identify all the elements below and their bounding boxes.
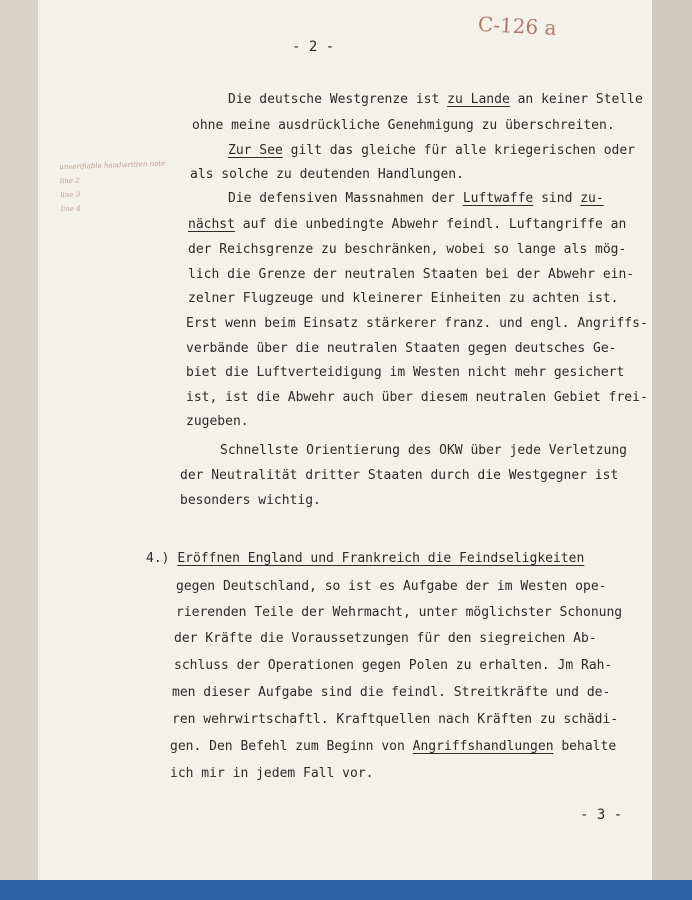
line-text: zugeben.	[186, 414, 249, 429]
document-line	[192, 119, 615, 132]
line-text: sind	[533, 191, 581, 206]
line-text: ich mir in jedem Fall vor.	[170, 766, 374, 781]
line-text: ist, ist die Abwehr auch über diesem neutralen Gebiet frei-	[186, 390, 648, 405]
document-line	[146, 552, 584, 565]
document-line	[228, 192, 604, 205]
underlined-text: nächst	[188, 217, 235, 232]
document-line	[176, 606, 622, 619]
line-text: Schnellste Orientierung des OKW über jede Verletzung	[220, 443, 627, 458]
underlined-text: Angriffshandlungen	[412, 739, 554, 754]
next-page-number: - 3 -	[580, 807, 623, 823]
line-text: biet die Luftverteidigung im Westen nicht mehr gesichert	[186, 365, 625, 380]
document-line	[228, 144, 635, 157]
document-line	[170, 740, 616, 753]
document-line	[186, 342, 616, 355]
line-text: ohne meine ausdrückliche Genehmigung zu überschreiten.	[192, 118, 615, 133]
line-text: der Neutralität dritter Staaten durch die Westgegner ist	[180, 468, 619, 483]
line-text: Die defensiven Massnahmen der	[228, 191, 463, 206]
underlined-text: zu-	[580, 191, 604, 206]
document-line	[170, 767, 374, 780]
document-line	[188, 268, 634, 281]
line-text: zelner Flugzeuge und kleinerer Einheiten zu achten ist.	[188, 291, 619, 306]
line-text: ren wehrwirtschaftl. Kraftquellen nach Kräften zu schädi-	[172, 712, 619, 727]
line-text: der Reichsgrenze zu beschränken, wobei so lange als mög-	[188, 242, 627, 257]
document-line	[180, 469, 618, 482]
document-line	[188, 243, 626, 256]
line-text: auf die unbedingte Abwehr feindl. Luftangriffe an	[234, 217, 627, 232]
line-text: an keiner Stelle	[509, 92, 643, 107]
underlined-text: zu Lande	[447, 92, 510, 107]
document-line	[180, 494, 321, 507]
line-text: als solche zu deutenden Handlungen.	[190, 167, 464, 182]
document-line	[188, 218, 626, 231]
line-text: behalte	[553, 739, 617, 754]
line-text: gen. Den Befehl zum Beginn von	[170, 739, 413, 754]
underlined-text: Luftwaffe	[462, 191, 534, 206]
line-text: rierenden Teile der Wehrmacht, unter möglichster Schonung	[176, 605, 623, 620]
document-line	[176, 580, 606, 593]
line-text: gegen Deutschland, so ist es Aufgabe der im Westen ope-	[176, 579, 607, 594]
line-text: men dieser Aufgabe sind die feindl. Streitkräfte und de-	[172, 685, 611, 700]
document-line	[188, 292, 618, 305]
line-text: 4.)	[146, 551, 178, 566]
margin-note-line: unverifiable handwritten note	[59, 159, 166, 172]
window-bottom-bar	[0, 880, 692, 900]
underlined-text: Eröffnen England und Frankreich die Feindseligkeiten	[177, 551, 585, 566]
adjacent-page-edge	[652, 0, 692, 880]
document-line	[186, 366, 624, 379]
line-text: schluss der Operationen gegen Polen zu erhalten. Jm Rah-	[174, 658, 613, 673]
line-text: Die deutsche Westgrenze ist	[228, 92, 448, 107]
page-number: - 2 -	[292, 39, 335, 55]
document-line	[228, 93, 643, 106]
margin-note	[59, 156, 191, 217]
margin-note-line: line 4	[60, 204, 81, 214]
document-line	[172, 686, 610, 699]
archive-mark: C-126 a	[477, 11, 558, 41]
document-line	[220, 444, 627, 457]
line-text: der Kräfte die Voraussetzungen für den siegreichen Ab-	[174, 631, 597, 646]
line-text: gilt das gleiche für alle kriegerischen oder	[282, 143, 635, 158]
underlined-text: Zur See	[228, 143, 283, 158]
document-line	[190, 168, 464, 181]
document-line	[186, 391, 648, 404]
margin-note-line: line 2	[59, 176, 80, 186]
document-line	[174, 632, 597, 645]
line-text: verbände über die neutralen Staaten gegen deutsches Ge-	[186, 341, 617, 356]
line-text: Erst wenn beim Einsatz stärkerer franz. und engl. Angriffs-	[186, 316, 648, 331]
document-line	[172, 713, 618, 726]
document-line	[186, 317, 648, 330]
margin-note-line: line 3	[60, 190, 81, 200]
line-text: besonders wichtig.	[180, 493, 321, 508]
line-text: lich die Grenze der neutralen Staaten bei der Abwehr ein-	[188, 267, 635, 282]
document-line	[186, 415, 249, 428]
document-line	[174, 659, 612, 672]
